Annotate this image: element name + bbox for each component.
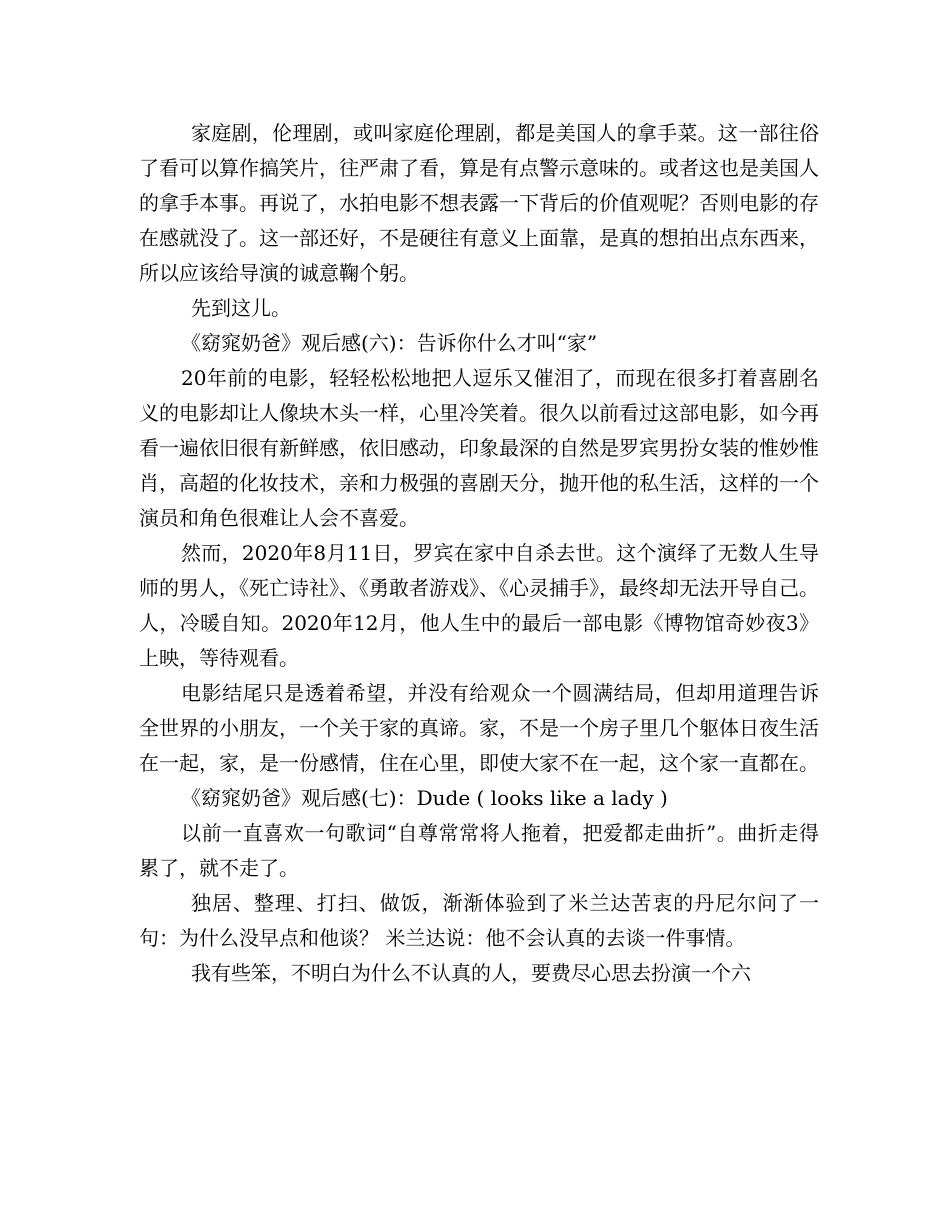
section-heading-six: 《窈窕奶爸》观后感(六)：告诉你什么才叫“家” <box>181 331 598 355</box>
paragraph-song-lyric: 以前一直喜欢一句歌词“自尊常常将人拖着，把爱都走曲折”。曲折走得累了，就不走了。 <box>139 821 819 880</box>
paragraph-meaning-of-home: 电影结尾只是透着希望，并没有给观众一个圆满结局，但却用道理告诉全世界的小朋友，一个关于家的真谛。家，不是一个房子里几个躯体日夜生活在一起，家，是一份感情，住在心里，即使大家不在一起，这个家一直都在。 <box>139 681 819 775</box>
paragraph-living-alone: 独居、整理、打扫、做饭，渐渐体验到了米兰达苦衷的丹尼尔问了一句：为什么没早点和他谈？ 米兰达说：他不会认真的去谈一件事情。 <box>139 891 819 950</box>
paragraph-twenty-years: 20年前的电影，轻轻松松地把人逗乐又催泪了，而现在很多打着喜剧名义的电影却让人像块木头一样，心里冷笑着。很久以前看过这部电影，如今再看一遍依旧很有新鲜感，依旧感动，印象最深的自然是罗宾男扮女装的惟妙惟肖，高超的化妆技术，亲和力极强的喜剧天分，抛开他的私生活，这样的一个演员和角色很难让人会不喜爱。 <box>139 366 819 530</box>
paragraph-robin-death: 然而，2020年8月11日，罗宾在家中自杀去世。这个演绎了无数人生导师的男人，《死亡诗社》、《勇敢者游戏》、《心灵捕手》，最终却无法开导自己。人，冷暖自知。2020年12月，他人生中的最后一部电影《博物馆奇妙夜3》上映，等待观看。 <box>139 541 819 670</box>
document-body <box>139 116 819 991</box>
paragraph-family-drama: 家庭剧，伦理剧，或叫家庭伦理剧，都是美国人的拿手菜。这一部往俗了看可以算作搞笑片，往严肃了看，算是有点警示意味的。或者这也是美国人的拿手本事。再说了，水拍电影不想表露一下背后的价值观呢？否则电影的存在感就没了。这一部还好，不是硬往有意义上面靠，是真的想拍出点东西来，所以应该给导演的诚意鞠个躬。 <box>139 121 819 285</box>
paragraph-ending-note: 先到这儿。 <box>191 296 291 320</box>
section-heading-seven: 《窈窕奶爸》观后感(七)：Dude ( looks like a lady ) <box>181 786 668 810</box>
paragraph-not-understand: 我有些笨，不明白为什么不认真的人，要费尽心思去扮演一个六 <box>191 961 751 985</box>
